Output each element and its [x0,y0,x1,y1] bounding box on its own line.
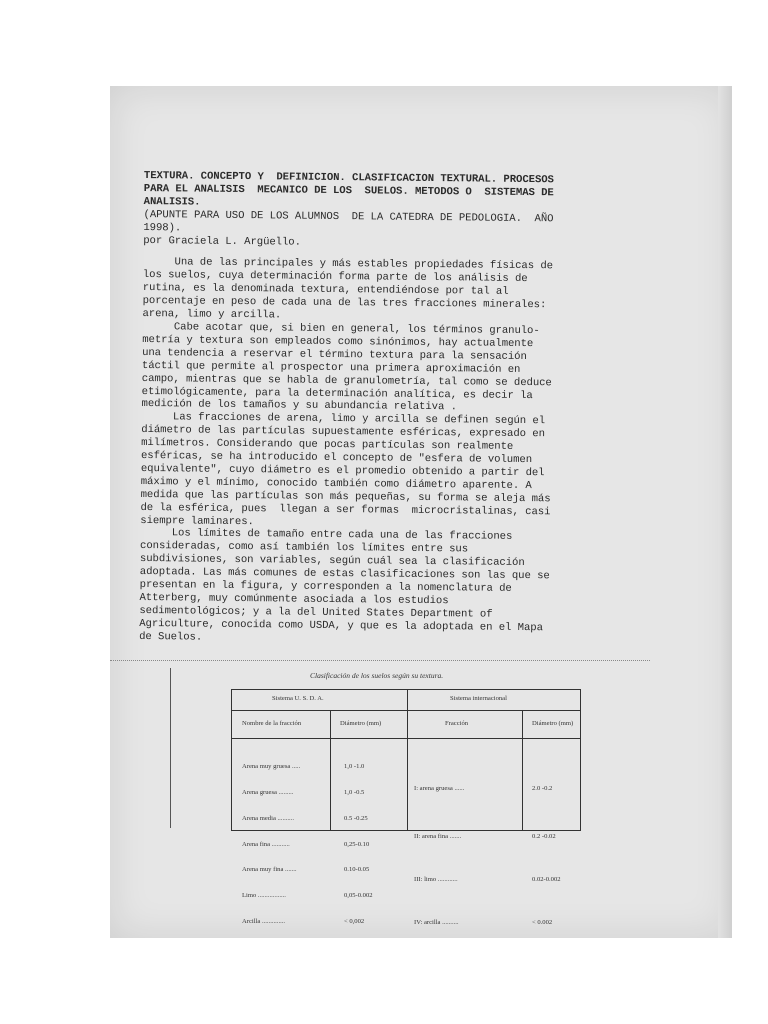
figure-left-rule [170,668,171,828]
table-cell: 0,05-0.002 [344,892,373,900]
table-center-divider [407,690,408,830]
table-cell: Arena muy fina ....... [242,866,297,874]
intl-col2-header: Diámetro (mm) [532,720,574,727]
table-subheader-rule [232,738,580,739]
usda-col2-header: Diámetro (mm) [340,720,382,727]
paragraph-1: Una de las principales y más estables propiedades físicas de los suelos, cuya determinación forma parte de los análisis de rutina, es la denominada textura, entendiéndose por tal al porcentaje en peso de cada una de las tres fracciones minerales: arena, limo y arcilla. [142,256,554,322]
paragraph-3: Las fracciones de arena, limo y arcilla se definen según el diámetro de las partículas supuestamente esféricas, expresado en milímetros. Considerando que pocas partículas son realmente esféricas, se ha introducido el concepto de "esfera de volumen equivalente", cuyo diámetro es el promedio obtenido a partir del máximo y el mínimo, conocido también como diámetro aparente. A medida que las partículas son más pequeñas, su forma se aleja más de la esférica, pues llegan a ser formas microcristalinas, casi siempre laminares. [140,411,551,528]
table-cell: Limo ................. [242,892,286,900]
table-cell: 2.0 -0.2 [532,785,553,792]
title-line-1: TEXTURA. CONCEPTO Y DEFINICION. CLASIFICACION TEXTURAL. PROCESOS [143,170,554,187]
table-cell: IV: arcilla .......... [414,918,459,926]
dotted-separator [110,660,650,661]
table-cell: Arena muy gruesa ..... [242,763,301,771]
table-cell: 0.10-0.05 [344,866,370,874]
table-cell: 1,0 -1.0 [344,763,365,771]
title-line-2: PARA EL ANALISIS MECANICO DE LOS SUELOS. METODOS O SISTEMAS DE [143,182,554,200]
usda-col1-header: Nombre de la fracción [242,720,302,727]
intl-column-divider [522,710,523,830]
usda-diameter-column [344,746,373,938]
scanned-page [110,86,732,938]
subtitle-line-2: 1998). [143,221,182,235]
intl-header: Sistema internacional [450,695,507,702]
table-cell: 0,25-0.10 [344,840,370,848]
table-cell: 1,0 -0.5 [344,788,365,796]
figure-caption: Clasificación de los suelos según su textura. [310,671,444,680]
table-cell: Arcilla .............. [242,917,286,925]
usda-column-divider [330,710,331,830]
classification-table [231,689,581,926]
paragraph-4: Los límites de tamaño entre cada una de las fracciones consideradas, como así también los límites entre sus subdivisiones, son variables, según cuál sea la clasificación adoptada. Las más comunes de estas clasificaciones son las que se presentan en la figura, y corresponden a la nomenclatura de Atterberg, muy comúnmente asociada a los estudios sedimentológicos; y a la del United States Department of Agriculture, conocida como USDA, y que es la adoptada en el Mapa de Suelos. [139,527,550,644]
table-cell: < 0.002 [532,918,553,926]
title-line-3: ANALISIS. [143,195,201,209]
intl-col1-header: Fracción [445,720,469,727]
page-edge-shadow [718,86,732,938]
intl-name-column [414,746,464,938]
table-cell: < 0,002 [344,917,365,925]
table-cell: 0.02-0.002 [532,876,561,883]
usda-header: Sistema U. S. D. A. [272,695,324,702]
table-cell: 0.2 -0.02 [532,833,556,840]
table-cell: II: arena fina ....... [414,833,462,840]
table-header-rule [232,710,580,711]
table-cell: 0.5 -0.25 [344,814,368,822]
document-body [139,170,656,649]
author-line: por Graciela L. Argüello. [143,234,302,249]
table-cell: Arena gruesa ......... [242,788,294,796]
table-cell: Arena media .......... [242,814,294,822]
table-cell: I: arena gruesa ...... [414,785,465,792]
table-cell: III: limo ............ [414,876,458,883]
table-cell: Arena fina ........... [242,840,290,848]
usda-name-column [242,746,300,938]
paragraph-2: Cabe acotar que, si bien en general, los términos granulo- metría y textura son empleados como sinónimos, hay actualmente una tendencia a reservar el término textura para la sensación táctil que permite al prospector una primera aproximación en campo, mientras que se habla de granulometría, tal como se deduce etimológicamente, para la determinación analítica, es decir la medición de los tamaños y su abundancia relativa . [141,320,552,414]
subtitle-line-1: (APUNTE PARA USO DE LOS ALUMNOS DE LA CATEDRA DE PEDOLOGIA. AÑO [143,208,554,226]
intl-diameter-column [532,746,561,938]
